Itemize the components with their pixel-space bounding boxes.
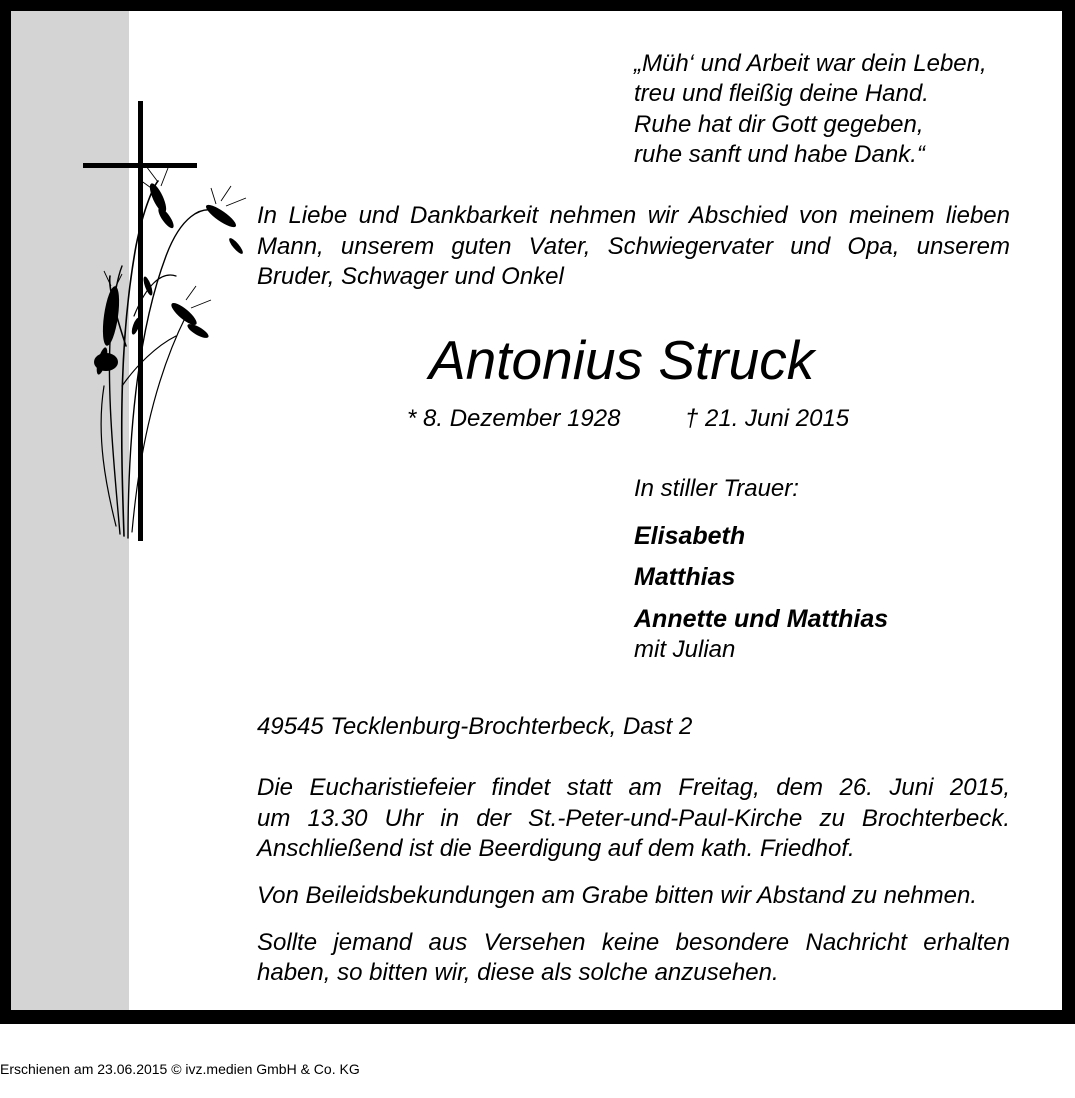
notice-line: haben, so bitten wir, diese als solche anzusehen. — [257, 959, 779, 986]
notice-line: Sollte jemand aus Versehen keine besondere Nachricht erhalten — [257, 929, 1010, 956]
birth-date: * 8. Dezember 1928 — [407, 405, 621, 432]
mourner-sub: mit Julian — [634, 636, 736, 663]
intro-line: In Liebe und Dankbarkeit nehmen wir Abschied von meinem lieben — [257, 202, 1010, 229]
poem-line: treu und fleißig deine Hand. — [634, 80, 929, 107]
service-line: Anschließend ist die Beerdigung auf dem kath. Friedhof. — [257, 835, 855, 862]
intro-line: Bruder, Schwager und Onkel — [257, 263, 564, 290]
death-date: † 21. Juni 2015 — [685, 405, 850, 432]
service-line: um 13.30 Uhr in der St.-Peter-und-Paul-Kirche zu Brochterbeck. — [257, 805, 1010, 832]
service-line: Die Eucharistiefeier findet statt am Freitag, dem 26. Juni 2015, — [257, 774, 1010, 801]
poem-line: „Müh‘ und Arbeit war dein Leben, — [634, 50, 987, 77]
intro-line: Mann, unserem guten Vater, Schwiegervater und Opa, unserem — [257, 233, 1010, 260]
mourners-heading: In stiller Trauer: — [634, 475, 799, 502]
poem-line: ruhe sanft und habe Dank.“ — [634, 141, 925, 168]
mourner-name: Elisabeth — [634, 522, 746, 550]
address: 49545 Tecklenburg-Brochterbeck, Dast 2 — [257, 713, 693, 740]
ad-paper — [11, 11, 1062, 1010]
mourner-name: Annette und Matthias — [634, 605, 889, 633]
cross-with-grain-icon — [66, 86, 256, 546]
poem-line: Ruhe hat dir Gott gegeben, — [634, 111, 924, 138]
condolences-note: Von Beileidsbekundungen am Grabe bitten wir Abstand zu nehmen. — [257, 882, 978, 909]
deceased-name: Antonius Struck — [429, 329, 815, 391]
mourner-name: Matthias — [634, 563, 736, 591]
publication-footer: Erschienen am 23.06.2015 © ivz.medien GmbH & Co. KG — [0, 1061, 360, 1077]
